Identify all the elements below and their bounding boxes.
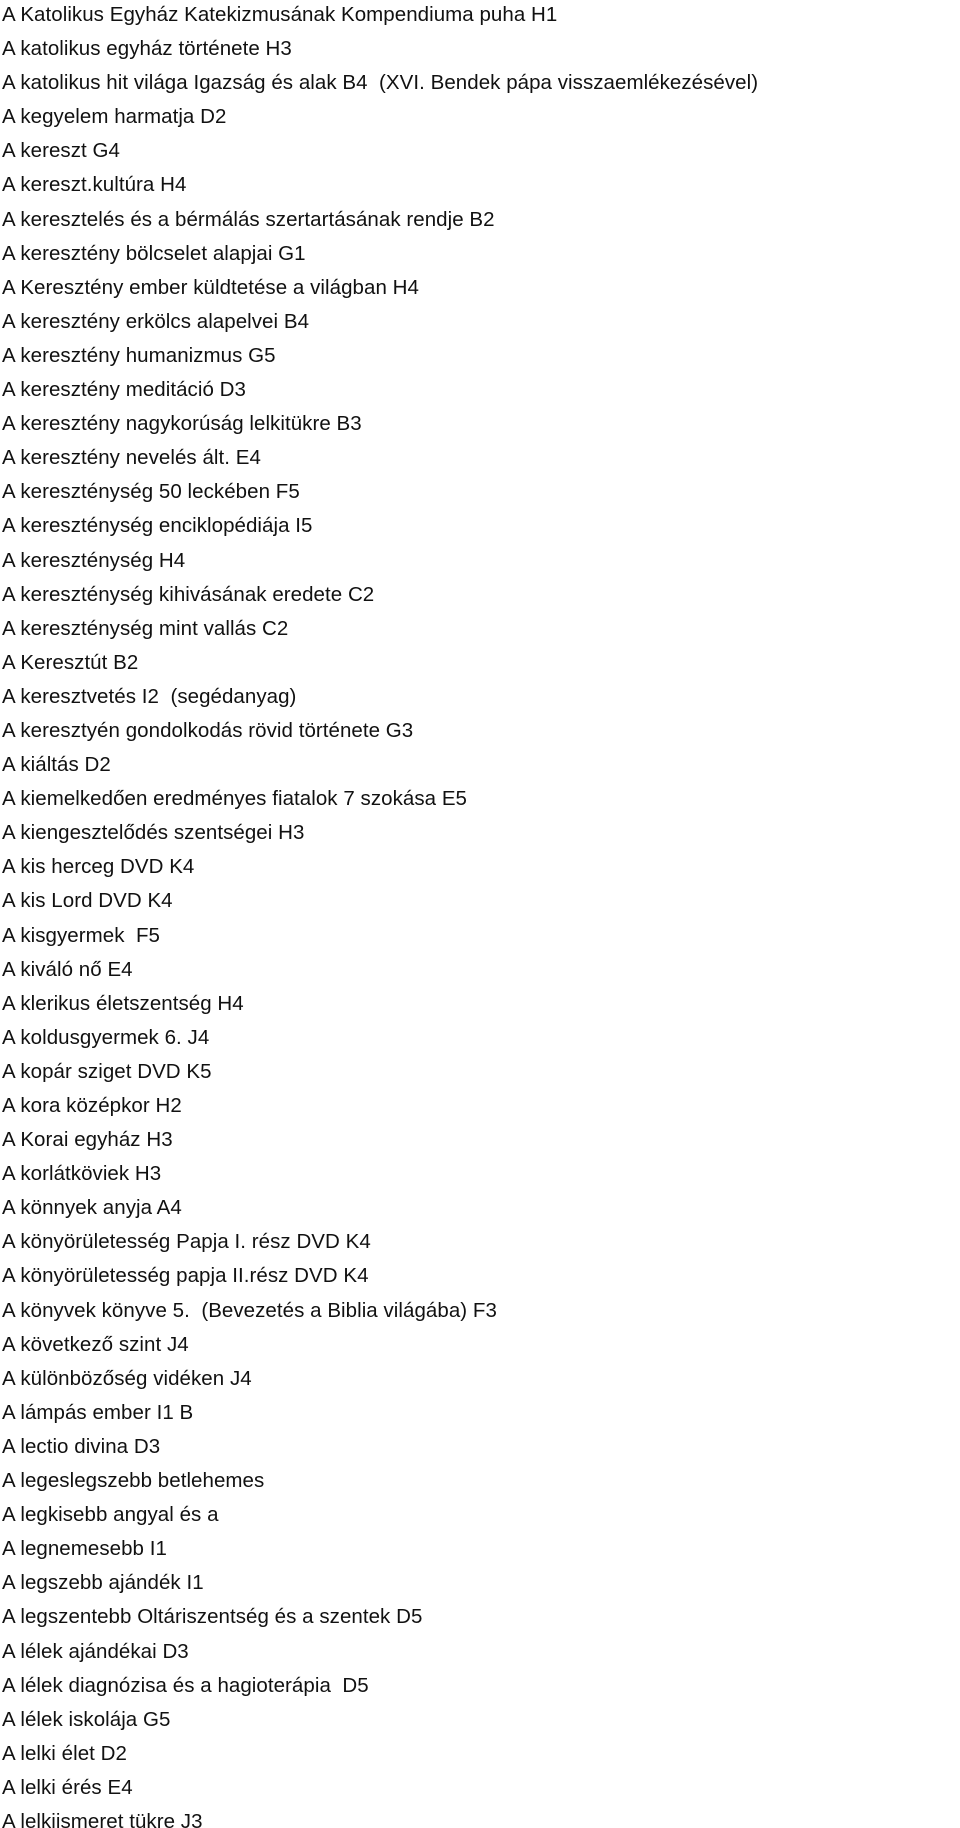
- catalog-entry: A legeslegszebb betlehemes: [2, 1469, 265, 1493]
- catalog-entry: A korlátköviek H3: [2, 1162, 162, 1186]
- catalog-entry: A katolikus hit világa Igazság és alak B4 (XVI. Bendek pápa visszaemlékezésével): [2, 71, 759, 95]
- catalog-entry: A legszentebb Oltáriszentség és a szentek D5: [2, 1605, 423, 1629]
- catalog-entry: A könyörületesség Papja I. rész DVD K4: [2, 1230, 371, 1254]
- catalog-entry: A kiengesztelődés szentségei H3: [2, 821, 305, 845]
- catalog-entry: A lelki élet D2: [2, 1741, 127, 1765]
- catalog-entry: A lélek iskolája G5: [2, 1707, 171, 1731]
- catalog-entry: A lelki érés E4: [2, 1775, 133, 1799]
- catalog-entry: A keresztvetés I2 (segédanyag): [2, 684, 297, 708]
- catalog-entry: A legkisebb angyal és a: [2, 1503, 219, 1527]
- catalog-entry: A keresztyén gondolkodás rövid története G3: [2, 718, 414, 742]
- catalog-entry: A keresztény meditáció D3: [2, 378, 246, 402]
- catalog-entry: A kereszt G4: [2, 139, 120, 163]
- catalog-entry: A könnyek anyja A4: [2, 1196, 182, 1220]
- catalog-entry: A kereszténység enciklopédiája I5: [2, 514, 313, 538]
- catalog-entry: A kisgyermek F5: [2, 923, 161, 947]
- catalog-entry: A kis Lord DVD K4: [2, 889, 173, 913]
- catalog-entry: A legszebb ajándék I1: [2, 1571, 204, 1595]
- catalog-entry: A Katolikus Egyház Katekizmusának Kompendiuma puha H1: [2, 3, 558, 26]
- catalog-entry: A keresztény nagykorúság lelkitükre B3: [2, 412, 362, 436]
- catalog-entry: A kegyelem harmatja D2: [2, 105, 227, 129]
- catalog-entry: A könyörületesség papja II.rész DVD K4: [2, 1264, 369, 1288]
- catalog-entry: A kora középkor H2: [2, 1094, 182, 1117]
- catalog-entry: A keresztény bölcselet alapjai G1: [2, 241, 306, 265]
- catalog-list: [2, 0, 957, 1828]
- catalog-entry: A klerikus életszentség H4: [2, 991, 244, 1015]
- catalog-entry: A lélek diagnózisa és a hagioterápia D5: [2, 1673, 369, 1697]
- catalog-entry: A koldusgyermek 6. J4: [2, 1025, 210, 1049]
- catalog-entry: A könyvek könyve 5. (Bevezetés a Biblia világába) F3: [2, 1298, 497, 1322]
- catalog-entry: A lelkiismeret tükre J3: [2, 1809, 203, 1828]
- catalog-entry: A kereszténység kihivásának eredete C2: [2, 582, 375, 606]
- catalog-entry: A Keresztény ember küldtetése a világban H4: [2, 275, 419, 299]
- catalog-entry: A kereszt.kultúra H4: [2, 173, 187, 197]
- catalog-entry: A lélek ajándékai D3: [2, 1639, 189, 1663]
- catalog-entry: A Keresztút B2: [2, 650, 139, 674]
- catalog-entry: A kiáltás D2: [2, 753, 111, 777]
- catalog-entry: A kiváló nő E4: [2, 957, 133, 981]
- catalog-entry: A különbözőség vidéken J4: [2, 1366, 252, 1390]
- catalog-entry: A kereszténység 50 leckében F5: [2, 480, 300, 504]
- catalog-entry: A legnemesebb I1: [2, 1537, 167, 1561]
- catalog-entry: A kiemelkedően eredményes fiatalok 7 szokása E5: [2, 787, 468, 811]
- catalog-entry: A keresztény humanizmus G5: [2, 343, 276, 367]
- catalog-entry: A keresztelés és a bérmálás szertartásának rendje B2: [2, 207, 495, 231]
- catalog-entry: A következő szint J4: [2, 1332, 189, 1356]
- catalog-entry: A lectio divina D3: [2, 1434, 161, 1458]
- catalog-entry: A lámpás ember I1 B: [2, 1400, 194, 1424]
- catalog-entry: A keresztény nevelés ált. E4: [2, 446, 261, 470]
- catalog-entry: A keresztény erkölcs alapelvei B4: [2, 309, 310, 333]
- catalog-entry: A kereszténység mint vallás C2: [2, 616, 289, 640]
- catalog-entry: A Korai egyház H3: [2, 1128, 173, 1152]
- catalog-entry: A kereszténység H4: [2, 548, 186, 572]
- catalog-entry: A kopár sziget DVD K5: [2, 1059, 212, 1083]
- catalog-entry: A katolikus egyház története H3: [2, 37, 292, 61]
- catalog-entry: A kis herceg DVD K4: [2, 855, 195, 879]
